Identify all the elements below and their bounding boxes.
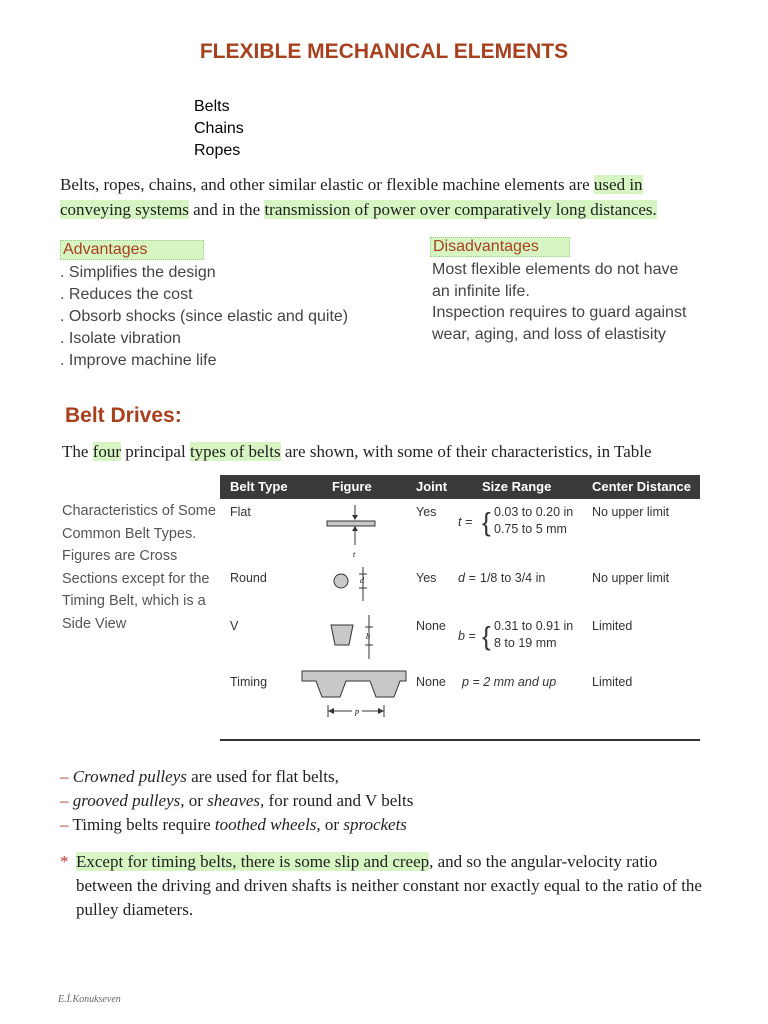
brace: { [482,507,491,537]
size-var: d = [458,571,476,585]
dimension-label: p [355,707,359,716]
table-row [220,619,700,669]
joint-cell: Yes [416,571,437,585]
dimension-label: d [360,576,364,585]
dimension-label: b [366,632,370,641]
list-item: . Simplifies the design [60,264,216,281]
size-line: 0.75 to 5 mm [494,522,567,536]
list-item: . Improve machine life [60,352,217,369]
para-text: principal [121,442,190,461]
table-header [220,475,700,499]
text-line: Inspection requires to guard against [432,304,687,321]
round-belt-figure [325,565,385,605]
joint-cell: Yes [416,505,437,519]
flat-belt-figure [320,505,390,561]
note-rest: , and so the angular-velocity ratio between the driving and driven shafts is neither constant nor exactly equal to the ratio of the pulley diameters. [76,852,702,919]
disadvantages-text [432,259,732,345]
intro-text: Belts, ropes, chains, and other similar elastic or flexible machine elements are [60,175,594,194]
column-header: Size Range [482,479,552,494]
size-line: 1/8 to 3/4 in [480,571,546,585]
table-caption: Characteristics of Some Common Belt Types. Figures are Cross Sections except for the Timing Belt, which is a Side View [62,503,216,632]
size-line: 0.31 to 0.91 in [494,619,574,633]
topic-item: Ropes [194,142,241,159]
size-var: b = [458,629,476,643]
belt-types-table [220,475,700,741]
highlight: used in conveying systems [60,175,643,219]
dash-marker: – [60,767,69,786]
dash-marker: – [60,791,69,810]
page-title: FLEXIBLE MECHANICAL ELEMENTS [199,40,569,63]
section-heading: Belt Drives: [65,404,182,427]
timing-belt-figure [300,669,410,725]
belt-type-cell: V [230,619,239,633]
italic-term: sprockets [343,815,407,834]
bullet-item [60,789,710,813]
bullet-text: or [184,791,208,810]
belt-drives-paragraph [62,440,702,464]
bullet-text: are used for flat belts, [186,767,339,786]
list-item: . Reduces the cost [60,286,193,303]
center-cell: Limited [592,675,633,689]
belt-type-cell: Timing [230,675,268,689]
topic-item: Belts [194,98,230,115]
star-marker: * [60,852,69,871]
highlight: four [92,442,122,461]
intro-paragraph [60,172,710,222]
table-row [220,505,700,565]
bullet-item [60,765,710,789]
joint-cell: None [416,619,446,633]
center-cell: Limited [592,619,633,633]
highlight: transmission of power over comparatively long distances. [264,200,657,219]
joint-cell: None [416,675,446,689]
table-bottom-rule [220,739,700,741]
column-header: Joint [416,479,448,494]
size-line: 8 to 19 mm [494,636,557,650]
table-row [220,675,700,735]
bullet-list [60,765,710,837]
center-cell: No upper limit [592,571,670,585]
italic-term: toothed wheels, [214,815,321,834]
v-belt-figure [325,613,385,663]
italic-term: Crowned pulleys [72,767,187,786]
intro-text: and in the [188,200,265,219]
table-row [220,571,700,611]
italic-term: sheaves, [207,791,265,810]
disadvantages-heading: Disadvantages [430,237,570,257]
brace: { [482,621,491,651]
para-text: The [62,442,93,461]
text-line: wear, aging, and loss of elastisity [432,325,666,343]
italic-term: grooved pulleys, [72,791,185,810]
para-text: are shown, with some of their characteristics, in Table [280,442,652,461]
topic-item: Chains [194,120,244,137]
bullet-text: Timing belts require [72,815,215,834]
highlight: types of belts [189,442,281,461]
highlight: Except for timing belts, there is some slip and creep [76,852,430,871]
list-item: . Obsorb shocks (since elastic and quite) [60,308,349,325]
list-item: . Isolate vibration [60,330,181,347]
advantages-list [60,262,348,372]
size-line: 0.03 to 0.20 in [494,505,574,519]
center-cell: No upper limit [592,505,670,519]
text-line: Most flexible elements do not have [432,261,679,278]
column-header: Belt Type [230,479,288,494]
text-line: an infinite life. [432,282,530,300]
topic-list [194,96,244,162]
column-header: Center Distance [592,479,691,494]
column-header: Figure [332,479,372,494]
belt-type-cell: Flat [230,505,251,519]
size-var: t = [458,515,473,529]
belt-type-cell: Round [230,571,267,585]
bullet-item [60,813,710,837]
bullet-text: or [320,815,344,834]
author-footer: E.İ.Konukseven [58,994,121,1005]
bullet-text: for round and V belts [264,791,414,810]
size-var: p = 2 mm and up [462,675,557,689]
advantages-heading: Advantages [60,240,204,260]
dash-marker: – [60,815,69,834]
note-text [76,850,706,922]
dimension-label: t [353,550,356,559]
